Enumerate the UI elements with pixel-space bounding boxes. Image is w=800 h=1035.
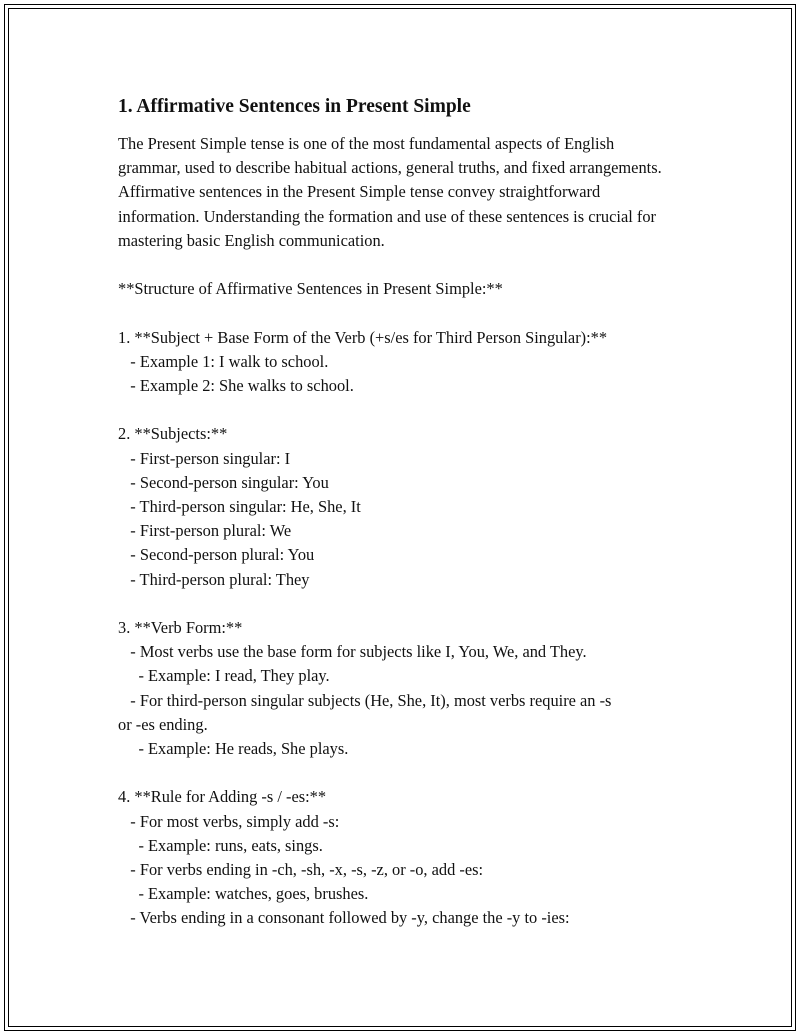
section-1-title: 1. **Subject + Base Form of the Verb (+s/es for Third Person Singular):** <box>118 327 608 347</box>
document-body <box>118 94 678 931</box>
section-2-line: - Third-person plural: They <box>118 569 310 589</box>
structure-title: **Structure of Affirmative Sentences in Present Simple:** <box>118 279 503 299</box>
section-2-line: - First-person singular: I <box>118 448 291 468</box>
intro-paragraph: The Present Simple tense is one of the most fundamental aspects of English grammar, used to describe habitual actions, general truths, and fixed arrangements. Affirmative sentences in the Present Simple tense convey straightforward information. Understanding the formation and use of these sentences is crucial for mastering basic English communication. <box>118 134 662 250</box>
section-3 <box>118 616 678 761</box>
section-2-line: - Second-person plural: You <box>118 545 315 565</box>
section-2-line: - Third-person singular: He, She, It <box>118 497 361 516</box>
section-3-line: - Example: I read, They play. <box>118 666 330 686</box>
section-3-title: 3. **Verb Form:** <box>118 618 243 637</box>
section-1-line: - Example 1: I walk to school. <box>118 351 329 371</box>
section-heading: 1. Affirmative Sentences in Present Simple <box>118 96 471 117</box>
section-3-line: - Most verbs use the base form for subjects like I, You, We, and They. <box>118 642 587 662</box>
spacer <box>118 761 678 785</box>
section-3-line: or -es ending. <box>118 714 208 734</box>
section-4-line: - For verbs ending in -ch, -sh, -x, -s, -z, or -o, add -es: <box>118 860 484 880</box>
section-4 <box>118 785 678 930</box>
section-4-line: - For most verbs, simply add -s: <box>118 811 340 831</box>
spacer <box>118 398 678 422</box>
section-4-line: - Example: runs, eats, sings. <box>118 835 323 855</box>
section-3-line: - Example: He reads, She plays. <box>118 739 349 759</box>
section-4-title: 4. **Rule for Adding -s / -es:** <box>118 787 327 807</box>
spacer <box>118 592 678 616</box>
section-1-line: - Example 2: She walks to school. <box>118 376 354 395</box>
spacer <box>118 253 678 277</box>
spacer <box>118 301 678 325</box>
section-1 <box>118 326 678 399</box>
section-2-line: - Second-person singular: You <box>118 472 329 492</box>
section-2 <box>118 422 678 591</box>
section-4-line: - Example: watches, goes, brushes. <box>118 884 369 904</box>
section-2-line: - First-person plural: We <box>118 521 292 541</box>
section-3-line: - For third-person singular subjects (He, She, It), most verbs require an -s <box>118 690 612 710</box>
section-2-title: 2. **Subjects:** <box>118 424 228 444</box>
section-4-line: - Verbs ending in a consonant followed by -y, change the -y to -ies: <box>118 908 570 928</box>
